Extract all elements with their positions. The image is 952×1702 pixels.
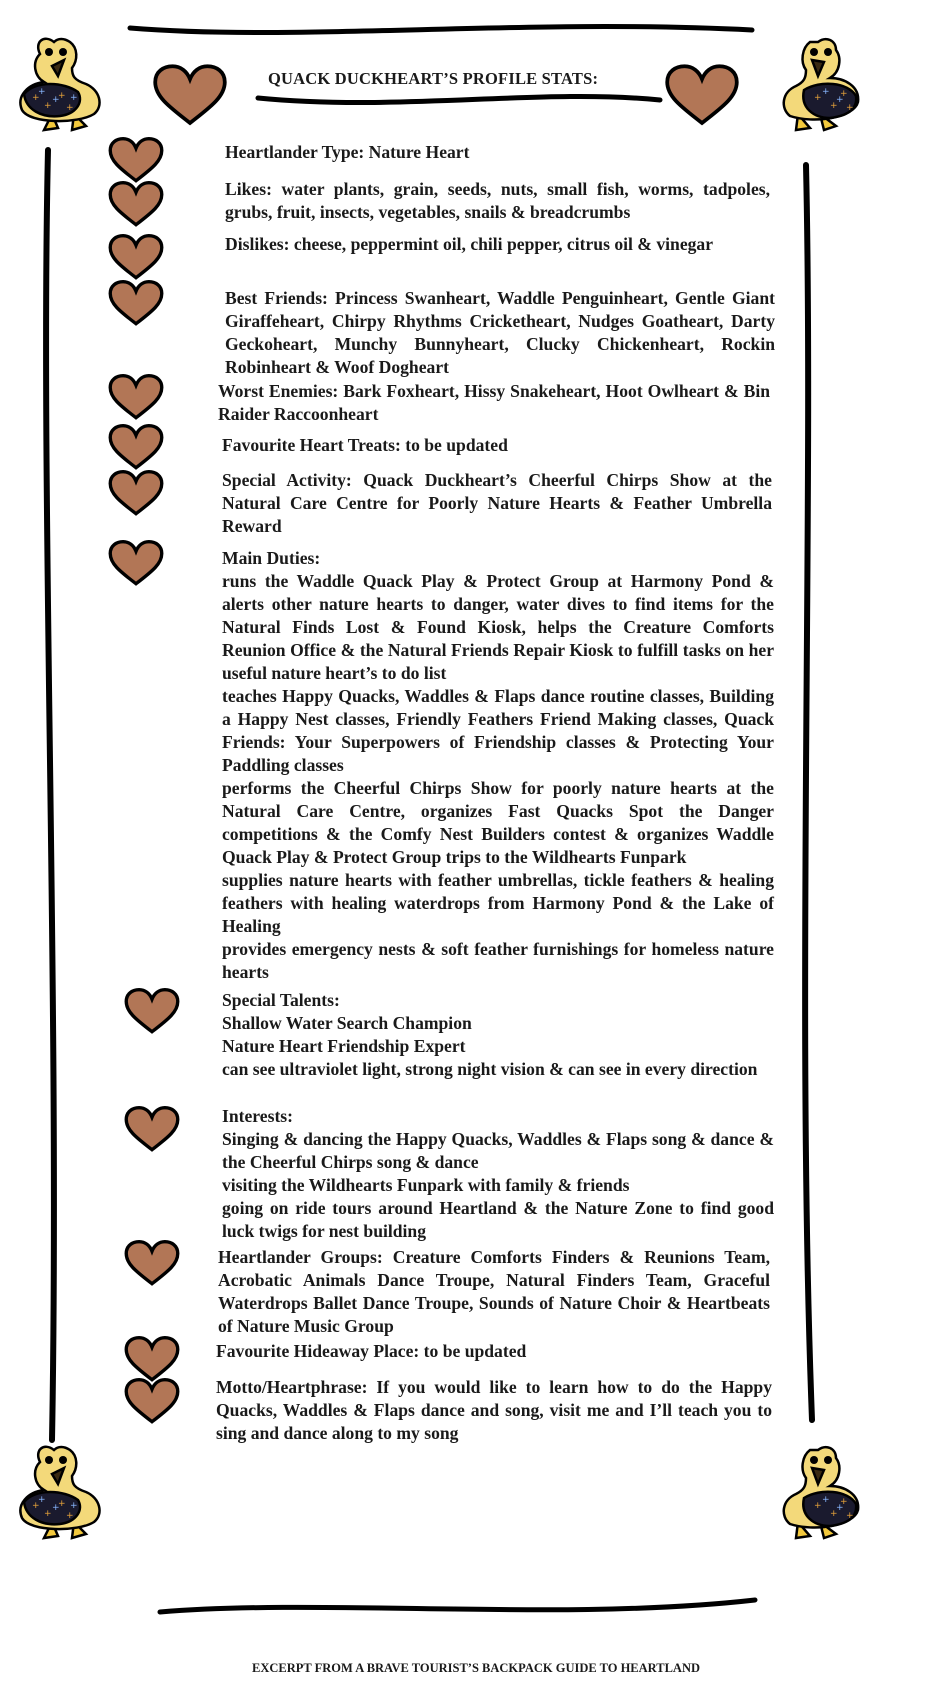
heart-icon [124, 1378, 180, 1424]
svg-text:+: + [66, 103, 74, 113]
entry-line: Best Friends: Princess Swanheart, Waddle Penguinheart, Gentle Giant Giraffeheart, Chirpy Rhythms Cricketheart, Nudges Goatheart, Darty Geckoheart, Munchy Bunnyheart, Clucky Chickenheart, Rockin Robinheart & Woof Dogheart [225, 288, 775, 377]
svg-text:+: + [44, 1509, 52, 1519]
entry-line: Singing & dancing the Happy Quacks, Waddles & Flaps song & dance & the Cheerful Chirps song & dance [222, 1129, 774, 1172]
svg-text:+: + [830, 101, 838, 111]
svg-text:+: + [66, 1511, 74, 1521]
entry-line: Heartlander Type: Nature Heart [225, 142, 470, 162]
duck-icon [14, 32, 106, 134]
entry-line: Heartlander Groups: Creature Comforts Finders & Reunions Team, Acrobatic Animals Dance Troupe, Natural Finders Team, Graceful Waterdrops Ballet Dance Troupe, Sounds of Nature Choir & Heartbeats of Nature Music Group [218, 1247, 770, 1336]
heart-icon [108, 137, 164, 183]
page-title: QUACK DUCKHEART’S PROFILE STATS: [268, 69, 599, 88]
entry-line: Favourite Hideaway Place: to be updated [216, 1341, 527, 1361]
entry-line: runs the Waddle Quack Play & Protect Group at Harmony Pond & alerts other nature hearts to danger, water dives to find items for the Natural Finds Lost & Found Kiosk, helps the Creature Comforts Reunion Office & the Natural Friends Repair Kiosk to fulfill tasks on her useful nature heart’s to do list [222, 571, 774, 683]
entry-line: Worst Enemies: Bark Foxheart, Hissy Snakeheart, Hoot Owlheart & Bin Raider Raccoonheart [218, 381, 770, 424]
heart-icon [108, 374, 164, 420]
svg-text:+: + [822, 87, 830, 97]
svg-text:+: + [52, 95, 60, 105]
svg-text:+: + [846, 103, 854, 113]
footer-caption: EXCERPT FROM A BRAVE TOURIST’S BACKPACK GUIDE TO HEARTLAND [251, 1661, 701, 1675]
entry-line: Special Activity: Quack Duckheart’s Cheerful Chirps Show at the Natural Care Centre for Poorly Nature Hearts & Feather Umbrella Reward [222, 470, 772, 536]
entry-line: Main Duties: [222, 548, 321, 568]
entry-line: Motto/Heartphrase: If you would like to learn how to do the Happy Quacks, Waddles & Flaps dance and song, visit me and I’ll teach you to sing and dance along to my song [216, 1377, 772, 1443]
profile-entry [225, 287, 775, 379]
svg-text:+: + [814, 1501, 822, 1511]
duck-icon [14, 1440, 106, 1542]
profile-entry [222, 989, 772, 1081]
svg-text:+: + [814, 93, 822, 103]
profile-entry [225, 141, 775, 164]
svg-text:+: + [846, 1511, 854, 1521]
entry-line: teaches Happy Quacks, Waddles & Flaps dance routine classes, Building a Happy Nest classes, Friendly Feathers Friend Making classes, Quack Friends: Your Superpowers of Friendship classes & Protecting Your Paddling classes [222, 686, 774, 775]
profile-entry [218, 380, 770, 426]
entry-line: provides emergency nests & soft feather furnishings for homeless nature hearts [222, 939, 774, 982]
entry-line: Likes: water plants, grain, seeds, nuts, small fish, worms, tadpoles, grubs, fruit, insects, vegetables, snails & breadcrumbs [225, 179, 770, 222]
entry-line: going on ride tours around Heartland & the Nature Zone to find good luck twigs for nest building [222, 1198, 774, 1241]
heart-icon [124, 1106, 180, 1152]
svg-text:+: + [44, 101, 52, 111]
svg-text:+: + [38, 1495, 46, 1505]
svg-text:+: + [836, 95, 844, 105]
svg-text:+: + [70, 93, 78, 103]
profile-entry [218, 1246, 770, 1338]
heart-icon [124, 1240, 180, 1286]
heart-icon [124, 1336, 180, 1382]
profile-entry [225, 233, 775, 256]
heart-icon [108, 181, 164, 227]
heart-icon [108, 234, 164, 280]
profile-entry [216, 1376, 772, 1445]
profile-entry [222, 547, 774, 984]
profile-entry [216, 1340, 768, 1363]
entry-line: supplies nature hearts with feather umbrellas, tickle feathers & healing feathers with healing waterdrops from Harmony Pond & the Lake of Healing [222, 870, 774, 936]
profile-entry [222, 1105, 774, 1243]
heart-icon [108, 424, 164, 470]
svg-text:+: + [70, 1501, 78, 1511]
heart-icon [664, 64, 740, 126]
entry-line: Shallow Water Search Champion [222, 1013, 472, 1033]
svg-text:+: + [32, 1501, 40, 1511]
duck-icon [774, 32, 866, 134]
profile-entry [225, 178, 770, 224]
entry-line: visiting the Wildhearts Funpark with family & friends [222, 1175, 630, 1195]
svg-text:+: + [836, 1503, 844, 1513]
svg-text:+: + [32, 93, 40, 103]
heart-icon [108, 540, 164, 586]
svg-text:+: + [52, 1503, 60, 1513]
entry-line: Dislikes: cheese, peppermint oil, chili pepper, citrus oil & vinegar [225, 234, 714, 254]
svg-text:+: + [58, 1499, 66, 1509]
svg-text:+: + [840, 1497, 848, 1507]
svg-text:+: + [830, 1509, 838, 1519]
heart-icon [152, 64, 228, 126]
duck-icon [774, 1440, 866, 1542]
entry-line: Nature Heart Friendship Expert [222, 1036, 466, 1056]
svg-text:+: + [840, 89, 848, 99]
entry-line: Interests: [222, 1106, 294, 1126]
heart-icon [108, 470, 164, 516]
entry-line: can see ultraviolet light, strong night vision & can see in every direction [222, 1059, 758, 1079]
profile-entry [222, 434, 772, 457]
heart-icon [124, 988, 180, 1034]
entry-line: performs the Cheerful Chirps Show for poorly nature hearts at the Natural Care Centre, organizes Fast Quacks Spot the Danger competitions & the Comfy Nest Builders contest & organizes Waddle Quack Play & Protect Group trips to the Wildhearts Funpark [222, 778, 774, 867]
heart-icon [108, 280, 164, 326]
svg-text:+: + [822, 1495, 830, 1505]
profile-entry [222, 469, 772, 538]
entry-line: Favourite Heart Treats: to be updated [222, 435, 508, 455]
entry-line: Special Talents: [222, 990, 340, 1010]
svg-text:+: + [58, 91, 66, 101]
svg-text:+: + [38, 87, 46, 97]
